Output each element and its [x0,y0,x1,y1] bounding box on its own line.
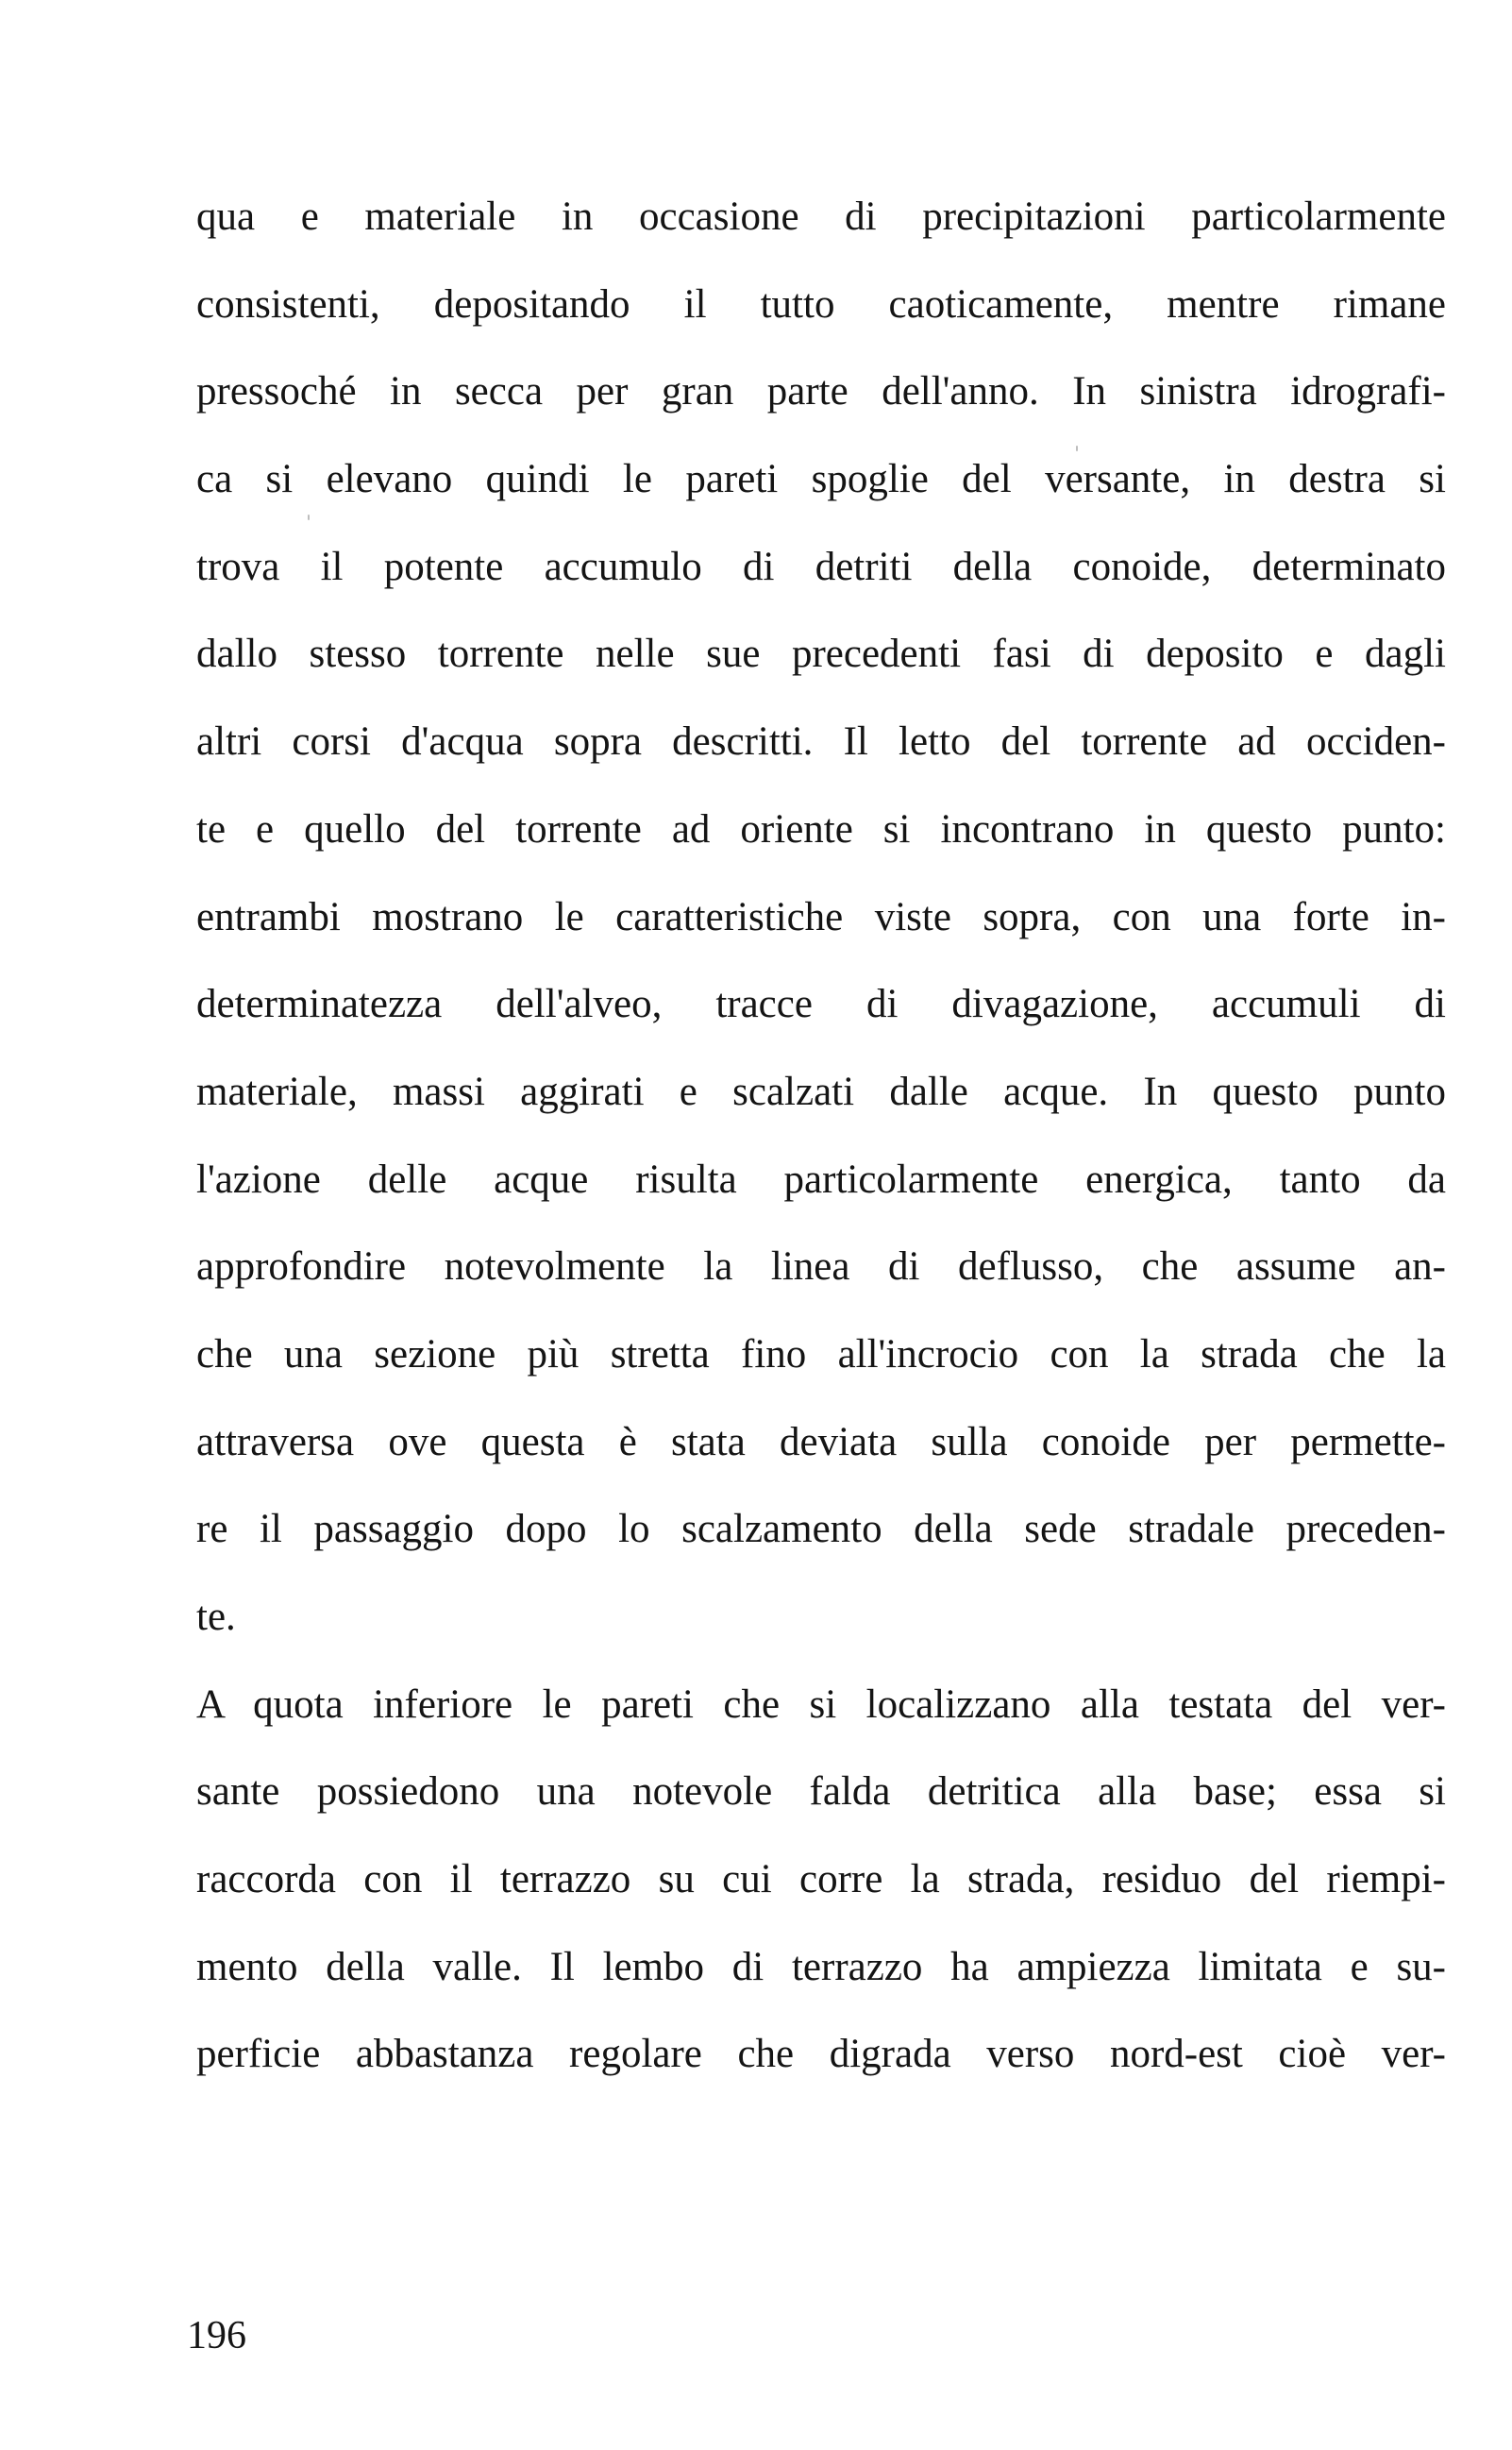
text-line: trova il potente accumulo di detriti della conoide, determinato [196,544,1446,589]
scan-speck [308,515,310,520]
text-line: perficie abbastanza regolare che digrada verso nord-est cioè ver- [196,2032,1446,2077]
body-text [196,189,1446,2114]
text-line: determinatezza dell'alveo, tracce di divagazione, accumuli di [196,982,1446,1027]
text-line: altri corsi d'acqua sopra descritti. Il letto del torrente ad occiden- [196,719,1446,765]
text-line: raccorda con il terrazzo su cui corre la strada, residuo del riempi- [196,1857,1446,1902]
text-line: consistenti, depositando il tutto caoticamente, mentre rimane [196,281,1446,327]
scan-speck [1076,446,1078,451]
text-line: ca si elevano quindi le pareti spoglie del versante, in destra si [196,457,1446,502]
text-line: dallo stesso torrente nelle sue precedenti fasi di deposito e dagli [196,632,1446,677]
text-line: te e quello del torrente ad oriente si incontrano in questo punto: [196,806,1446,852]
text-line: qua e materiale in occasione di precipitazioni particolarmente [196,194,1446,239]
text-line: materiale, massi aggirati e scalzati dalle acque. In questo punto [196,1069,1446,1114]
text-line: mento della valle. Il lembo di terrazzo ha ampiezza limitata e su- [196,1944,1446,1989]
text-line: entrambi mostrano le caratteristiche viste sopra, con una forte in- [196,894,1446,939]
text-line: pressoché in secca per gran parte dell'anno. In sinistra idrografi- [196,369,1446,414]
text-line: l'azione delle acque risulta particolarmente energica, tanto da [196,1157,1446,1202]
text-line: sante possiedono una notevole falda detritica alla base; essa si [196,1769,1446,1815]
page-number: 196 [187,2314,246,2357]
text-line: approfondire notevolmente la linea di deflusso, che assume an- [196,1244,1446,1290]
text-line: A quota inferiore le pareti che si localizzano alla testata del ver- [196,1681,1446,1727]
text-line: che una sezione più stretta fino all'incrocio con la strada che la [196,1331,1446,1377]
text-line: re il passaggio dopo lo scalzamento della sede stradale preceden- [196,1507,1446,1552]
text-line: attraversa ove questa è stata deviata sulla conoide per permette- [196,1419,1446,1464]
text-line: te. [196,1595,236,1639]
